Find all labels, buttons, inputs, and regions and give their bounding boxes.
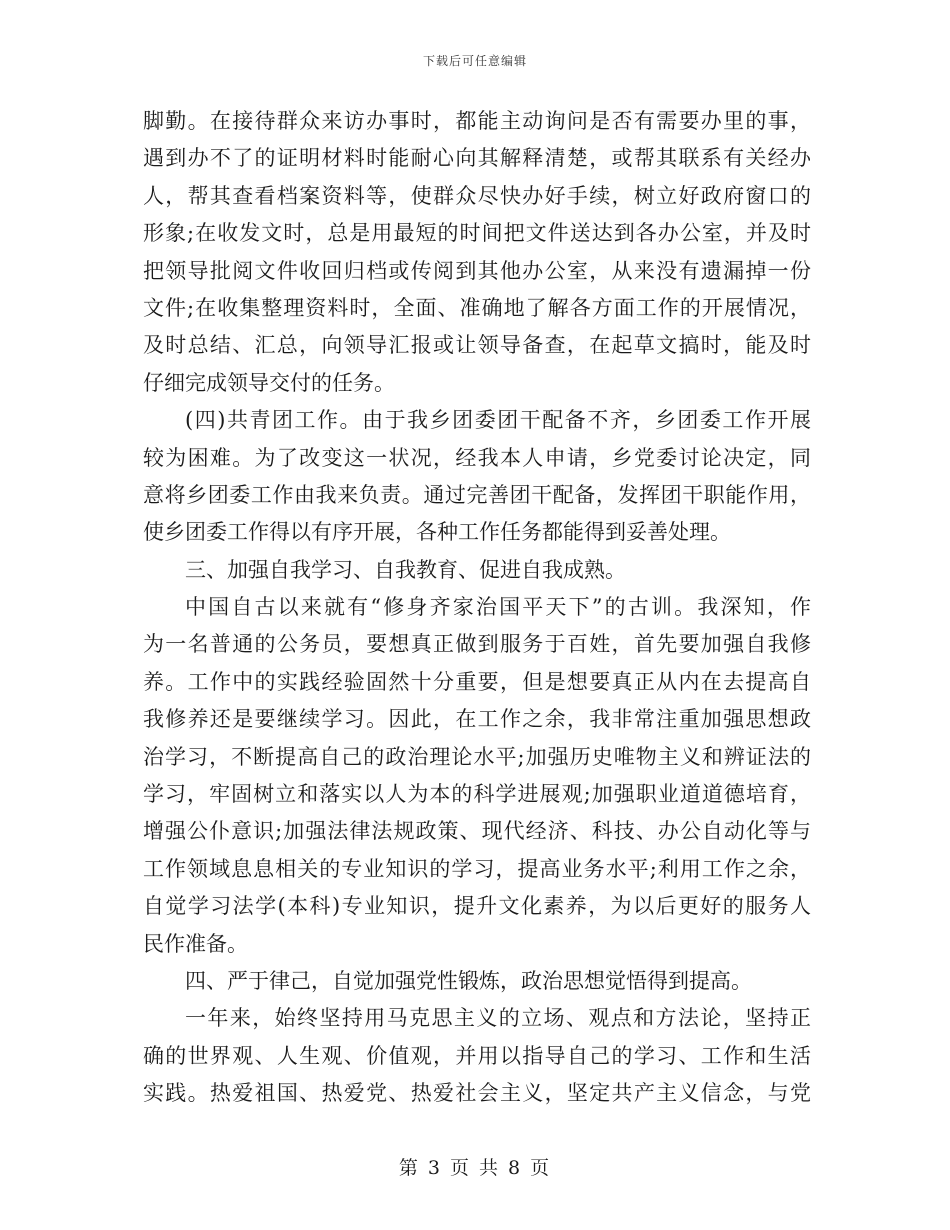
text-line: 形象;在收发文时，总是用最短的时间把文件送达到各办公室，并及时 [143,221,811,246]
text-line: 为一名普通的公务员，要想真正做到服务于百姓，首先要加强自我修 [143,632,811,657]
text-line: 文件;在收集整理资料时，全面、准确地了解各方面工作的开展情况， [143,295,811,320]
page-number-footer: 第 3 页 共 8 页 [398,1157,552,1179]
text-line: 工作领域息息相关的专业知识的学习，提高业务水平;利用工作之余， [143,856,811,881]
text-line: 养。工作中的实践经验固然十分重要，但是想要真正从内在去提高自 [143,669,811,694]
text-line: 一年来，始终坚持用马克思主义的立场、观点和方法论，坚持正 [185,1006,811,1031]
text-line: 及时总结、汇总，向领导汇报或让领导备查，在起草文搞时，能及时 [143,333,811,358]
text-line: 遇到办不了的证明材料时能耐心向其解释清楚，或帮其联系有关经办 [143,146,811,171]
text-line: 确的世界观、人生观、价值观，并用以指导自己的学习、工作和生活 [143,1043,811,1068]
document-body [143,103,811,1113]
text-line: 中国自古以来就有“修身齐家治国平天下”的古训。我深知，作 [185,595,811,620]
text-line: 人，帮其查看档案资料等，使群众尽快办好手续，树立好政府窗口的 [143,183,811,208]
text-line: 三、加强自我学习、自我教育、促进自我成熟。 [185,557,626,582]
text-line: 仔细完成领导交付的任务。 [143,370,395,395]
text-line: 自觉学习法学(本科)专业知识，提升文化素养，为以后更好的服务人 [143,894,811,919]
text-line: 我修养还是要继续学习。因此，在工作之余，我非常注重加强思想政 [143,707,811,732]
text-line: 脚勤。在接待群众来访办事时，都能主动询问是否有需要办里的事， [143,109,811,133]
text-line: 治学习，不断提高自己的政治理论水平;加强历史唯物主义和辨证法的 [143,744,811,769]
text-line: 较为困难。为了改变这一状况，经我本人申请，乡党委讨论决定，同 [143,445,811,470]
page-header: 下载后可任意编辑 [422,54,527,68]
text-line: 意将乡团委工作由我来负责。通过完善团干配备，发挥团干职能作用， [143,482,811,507]
text-line: (四)共青团工作。由于我乡团委团干配备不齐，乡团委工作开展 [185,408,811,433]
text-line: 增强公仆意识;加强法律法规政策、现代经济、科技、办公自动化等与 [143,819,811,844]
text-line: 使乡团委工作得以有序开展，各种工作任务都能得到妥善处理。 [143,520,731,545]
text-line: 学习，牢固树立和落实以人为本的科学进展观;加强职业道道德培育， [143,782,811,807]
text-line: 实践。热爱祖国、热爱党、热爱社会主义，坚定共产主义信念，与党 [143,1081,811,1106]
text-line: 民作准备。 [143,931,248,956]
text-line: 把领导批阅文件收回归档或传阅到其他办公室，从来没有遗漏掉一份 [143,258,811,283]
text-line: 四、严于律己，自觉加强党性锻炼，政治思想觉悟得到提高。 [185,968,752,993]
